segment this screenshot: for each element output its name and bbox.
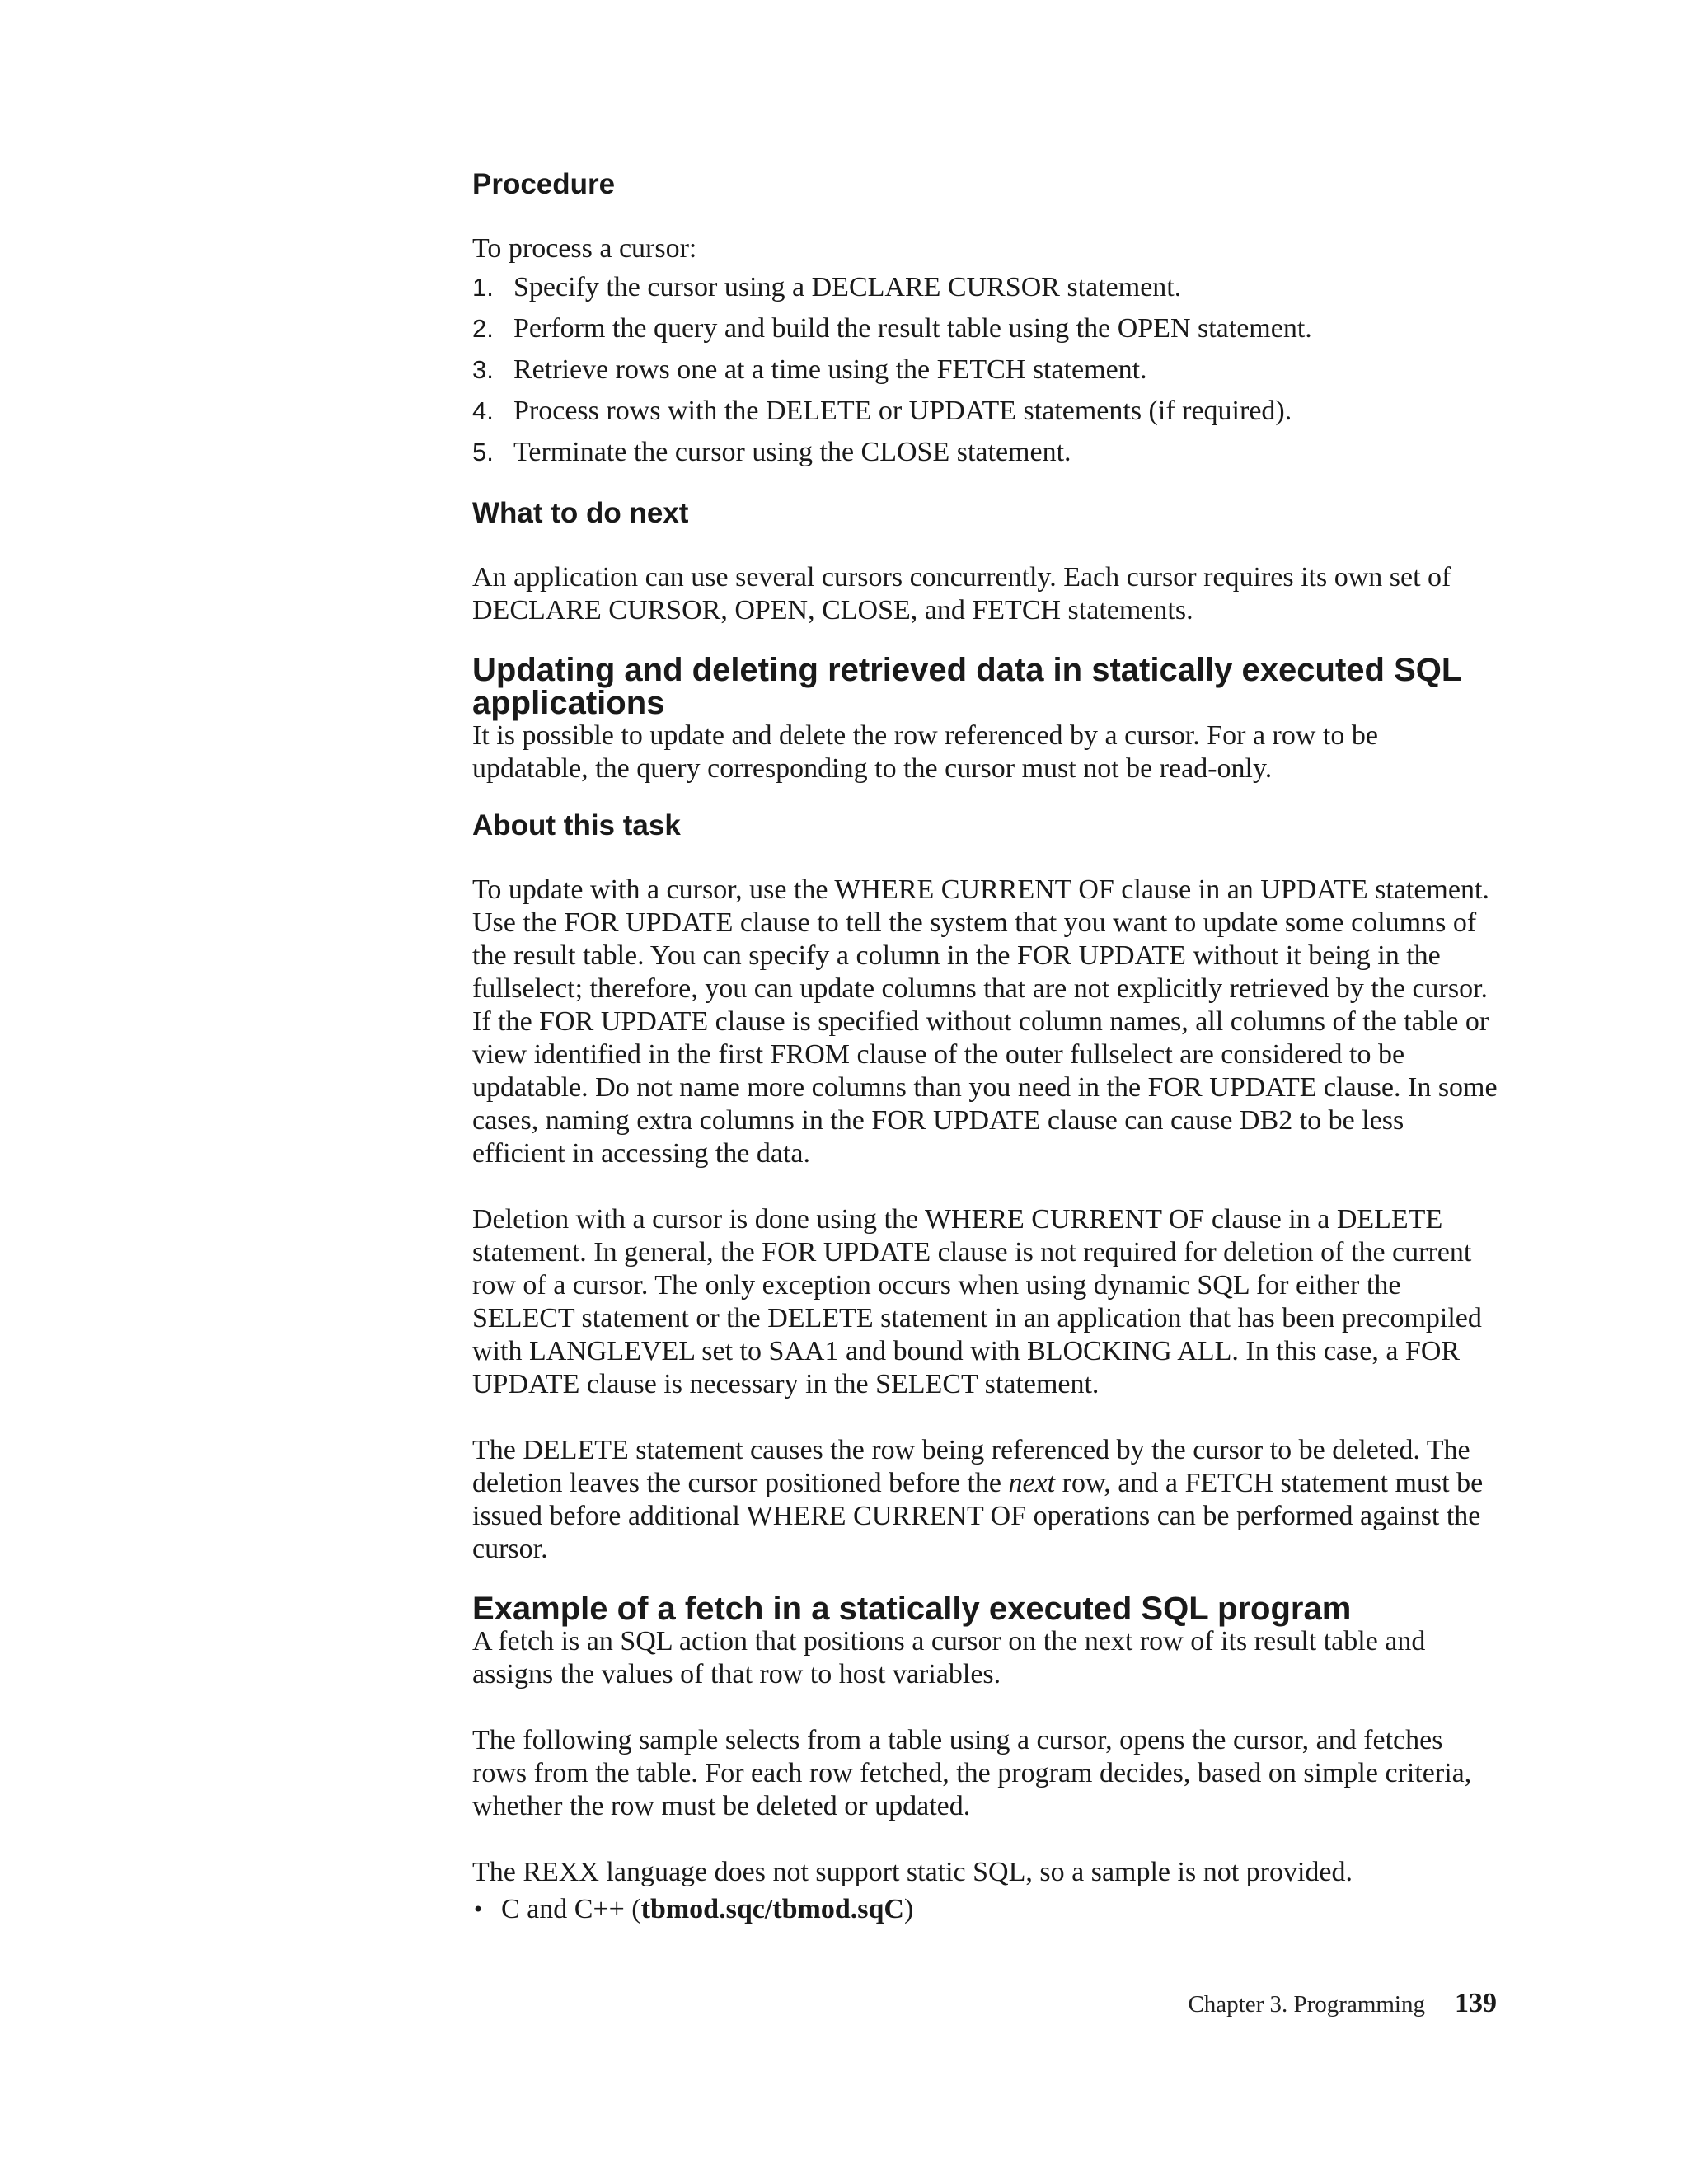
about-paragraph-2: Deletion with a cursor is done using the WHERE CURRENT OF clause in a DELETE statement. In general, the FOR UPDATE clause is not required for deletion of the current row of a cursor. The only exception occurs when using dynamic SQL for either the SELECT statement or the DELETE statement in an application that has been precompiled with LANGLEVEL set to SAA1 and bound with BLOCKING ALL. In this case, a FOR UPDATE clause is necessary in the SELECT statement. <box>472 1204 1482 1399</box>
procedure-heading: Procedure <box>472 168 616 200</box>
list-item <box>472 432 1498 473</box>
example-heading: Example of a fetch in a statically executed SQL program <box>472 1591 1352 1627</box>
example-paragraph-1: The following sample selects from a table using a cursor, opens the cursor, and fetches rows from the table. For each row fetched, the program decides, based on simple criteria, whether the row must be deleted or updated. <box>472 1725 1472 1821</box>
what-next-text: An application can use several cursors concurrently. Each cursor requires its own set of DECLARE CURSOR, OPEN, CLOSE, and FETCH statements. <box>472 562 1451 626</box>
page-number: 139 <box>1455 1988 1497 2018</box>
step-text: Retrieve rows one at a time using the FETCH statement. <box>513 354 1147 385</box>
example-paragraph-2: The REXX language does not support static SQL, so a sample is not provided. <box>472 1857 1353 1887</box>
step-number: 1. <box>472 273 494 302</box>
sample-list <box>472 1893 1498 1926</box>
chapter-label: Chapter 3. Programming <box>1188 1991 1425 2018</box>
list-item <box>472 349 1498 391</box>
example-intro: A fetch is an SQL action that positions a cursor on the next row of its result table and assigns the values of that row to host variables. <box>472 1626 1426 1690</box>
about-paragraph-1: To update with a cursor, use the WHERE CURRENT OF clause in an UPDATE statement. Use the FOR UPDATE clause to tell the system that you want to update some columns of the result table. You can specify a column in the FOR UPDATE without it being in the fullselect; therefore, you can update columns that are not explicitly retrieved by the cursor. If the FOR UPDATE clause is specified without column names, all columns of the table or view identified in the first FROM clause of the outer fullselect are considered to be updatable. Do not name more columns than you need in the FOR UPDATE clause. In some cases, naming extra columns in the FOR UPDATE clause can cause DB2 to be less efficient in accessing the data. <box>472 874 1498 1169</box>
step-number: 3. <box>472 355 494 384</box>
procedure-steps <box>472 267 1498 473</box>
page-footer <box>1188 1988 1497 2019</box>
step-text: Terminate the cursor using the CLOSE statement. <box>513 437 1071 467</box>
step-text: Specify the cursor using a DECLARE CURSOR statement. <box>513 272 1182 302</box>
about-heading: About this task <box>472 809 681 841</box>
updating-heading: Updating and deleting retrieved data in statically executed SQL applications <box>472 652 1461 721</box>
step-number: 4. <box>472 396 494 425</box>
step-number: 2. <box>472 314 494 343</box>
step-text: Perform the query and build the result table using the OPEN statement. <box>513 313 1312 344</box>
list-item <box>472 391 1498 432</box>
page-content <box>472 165 1498 1926</box>
updating-intro: It is possible to update and delete the row referenced by a cursor. For a row to be updatable, the query corresponding to the cursor must not be read-only. <box>472 720 1378 784</box>
bullet-icon: • <box>472 1898 485 1921</box>
procedure-intro: To process a cursor: <box>472 233 697 264</box>
sample-file-name: tbmod.sqc/tbmod.sqC <box>640 1894 904 1924</box>
about-paragraph-3: The DELETE statement causes the row being referenced by the cursor to be deleted. The deletion leaves the cursor positioned before the next row, and a FETCH statement must be issued before additional WHERE CURRENT OF operations can be performed against the cursor. <box>472 1435 1484 1564</box>
list-item: • C and C++ (tbmod.sqc/tbmod.sqC) <box>472 1894 914 1924</box>
what-next-heading: What to do next <box>472 497 689 529</box>
list-item <box>472 308 1498 349</box>
list-item <box>472 267 1498 308</box>
step-text: Process rows with the DELETE or UPDATE statements (if required). <box>513 396 1292 426</box>
emphasis-next: next <box>1008 1468 1056 1498</box>
step-number: 5. <box>472 438 494 466</box>
